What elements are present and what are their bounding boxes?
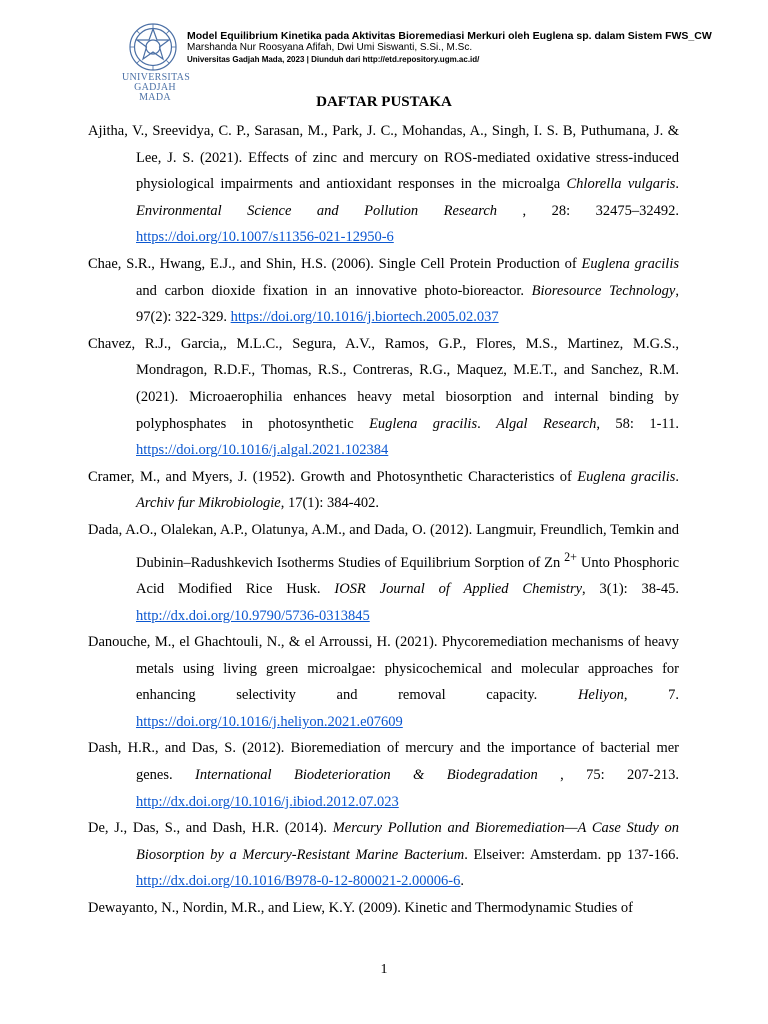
- italic-text: IOSR Journal of Applied Chemistry: [334, 580, 583, 597]
- thesis-source: Universitas Gadjah Mada, 2023 | Diunduh dari http://etd.repository.ugm.ac.id/: [187, 55, 480, 64]
- reference-text: Unto Phosphoric Acid Modified Rice Husk.: [136, 554, 680, 597]
- reference-entry: [88, 251, 679, 331]
- reference-text: , 97(2): 322-329.: [136, 282, 679, 326]
- reference-text: , 28: 32475–32492.: [497, 202, 680, 219]
- doi-link[interactable]: https://doi.org/10.1007/s11356-021-12950-6: [136, 229, 394, 246]
- doi-link[interactable]: https://doi.org/10.1016/j.algal.2021.102384: [136, 442, 389, 459]
- italic-text: Bioresource Technology: [531, 282, 676, 299]
- reference-text: , 58: 1-11.: [596, 415, 679, 432]
- doi-link[interactable]: https://doi.org/10.1016/j.heliyon.2021.e07609: [136, 713, 403, 730]
- reference-entry: [88, 895, 679, 922]
- reference-text: , 17(1): 384-402.: [280, 495, 379, 512]
- reference-text: and carbon dioxide fixation in an innovative photo-bioreactor.: [136, 282, 532, 299]
- italic-text: Heliyon: [577, 687, 624, 704]
- italic-text: Euglena gracilis: [369, 415, 478, 432]
- reference-text: , 3(1): 38-45.: [582, 580, 679, 597]
- italic-text: Euglena gracilis: [577, 468, 676, 485]
- reference-entry: [88, 815, 679, 895]
- reference-text: Dada, A.O., Olalekan, A.P., Olatunya, A.M., and Dada, O. (2012). Langmuir, Freundlich, Temkin and Dubinin–Radushkevich Isotherms Studies of Equilibrium Sorption of Zn: [88, 521, 679, 571]
- italic-text: Mercury Pollution and Bioremediation—A Case Study on Biosorption by a Mercury-Resistant Marine Bacterium: [136, 820, 679, 863]
- italic-text: Euglena gracilis: [581, 255, 679, 272]
- reference-text: Danouche, M., el Ghachtouli, N., & el Arroussi, H. (2021). Phycoremediation mechanisms of heavy metals using living green microalgae: physicochemical and molecular approaches for enhancing selectivity and removal capacity.: [88, 634, 679, 704]
- reference-text: Dewayanto, N., Nordin, M.R., and Liew, K.Y. (2009). Kinetic and Thermodynamic Studies of: [88, 900, 633, 917]
- doi-link[interactable]: http://dx.doi.org/10.9790/5736-0313845: [136, 607, 370, 624]
- reference-text: De, J., Das, S., and Dash, H.R. (2014).: [88, 820, 333, 837]
- reference-entry: [88, 331, 679, 464]
- reference-text: Chae, S.R., Hwang, E.J., and Shin, H.S. (2006). Single Cell Protein Production of: [88, 255, 582, 272]
- italic-text: Chlorella vulgaris: [566, 176, 676, 193]
- doi-link[interactable]: http://dx.doi.org/10.1016/B978-0-12-800021-2.00006-6: [136, 873, 461, 890]
- university-logo: [122, 22, 191, 103]
- page-number: 1: [380, 962, 388, 977]
- reference-text: .: [460, 873, 464, 890]
- thesis-authors: Marshanda Nur Roosyana Afifah, Dwi Umi Siswanti, S.Si., M.Sc.: [187, 42, 473, 53]
- italic-text: International Biodeterioration & Biodegradation: [195, 767, 538, 784]
- italic-text: Environmental Science and Pollution Research: [136, 202, 498, 219]
- ugm-seal-icon: [128, 22, 178, 72]
- italic-text: Algal Research: [496, 415, 597, 432]
- reference-entry: [88, 735, 679, 815]
- reference-text: .: [675, 176, 679, 193]
- reference-text: Cramer, M., and Myers, J. (1952). Growth and Photosynthetic Characteristics of: [88, 468, 578, 485]
- reference-text: Ajitha, V., Sreevidya, C. P., Sarasan, M., Park, J. C., Mohandas, A., Singh, I. S. B, Puthumana, J. & Lee, J. S. (2021). Effects of zinc and mercury on ROS-mediated oxidative stress-induced physiological impairments and antioxidant responses in the microalga: [88, 123, 679, 193]
- reference-entry: [88, 464, 679, 517]
- header-text: [187, 31, 747, 65]
- section-heading: DAFTAR PUSTAKA: [316, 94, 452, 110]
- doi-link[interactable]: http://dx.doi.org/10.1016/j.ibiod.2012.07.023: [136, 793, 399, 810]
- reference-text: .: [675, 468, 679, 485]
- reference-entry: [88, 629, 679, 735]
- reference-text: Dash, H.R., and Das, S. (2012). Bioremediation of mercury and the importance of bacterial mer genes.: [88, 740, 679, 784]
- university-name-line1: UNIVERSITAS: [122, 72, 191, 83]
- reference-entry: [88, 517, 679, 629]
- reference-text: , 75: 207-213.: [537, 767, 680, 784]
- reference-entry: [88, 118, 679, 251]
- superscript-text: 2+: [564, 549, 577, 564]
- doi-link[interactable]: https://doi.org/10.1016/j.biortech.2005.02.037: [230, 309, 499, 326]
- reference-text: Chavez, R.J., Garcia,, M.L.C., Segura, A.V., Ramos, G.P., Flores, M.S., Martinez, M.G.S., Mondragon, R.D.F., Thomas, R.S., Contreras, R.G., Maquez, M.E.T., and Sanchez, R.M. (2021). Microaerophilia enhances heavy metal biosorption and internal binding by polyphosphates in photosynthetic: [88, 335, 679, 432]
- reference-text: .: [477, 415, 497, 432]
- reference-text: . Elseiver: Amsterdam. pp 137-166.: [464, 846, 679, 863]
- university-name-line2: GADJAH MADA: [134, 82, 176, 103]
- reference-text: , 7.: [623, 687, 680, 704]
- italic-text: Archiv fur Mikrobiologie: [136, 495, 281, 512]
- thesis-title: Model Equilibrium Kinetika pada Aktivitas Bioremediasi Merkuri oleh Euglena sp. dalam Sistem FWS_CW: [187, 30, 712, 42]
- reference-list: [88, 118, 679, 922]
